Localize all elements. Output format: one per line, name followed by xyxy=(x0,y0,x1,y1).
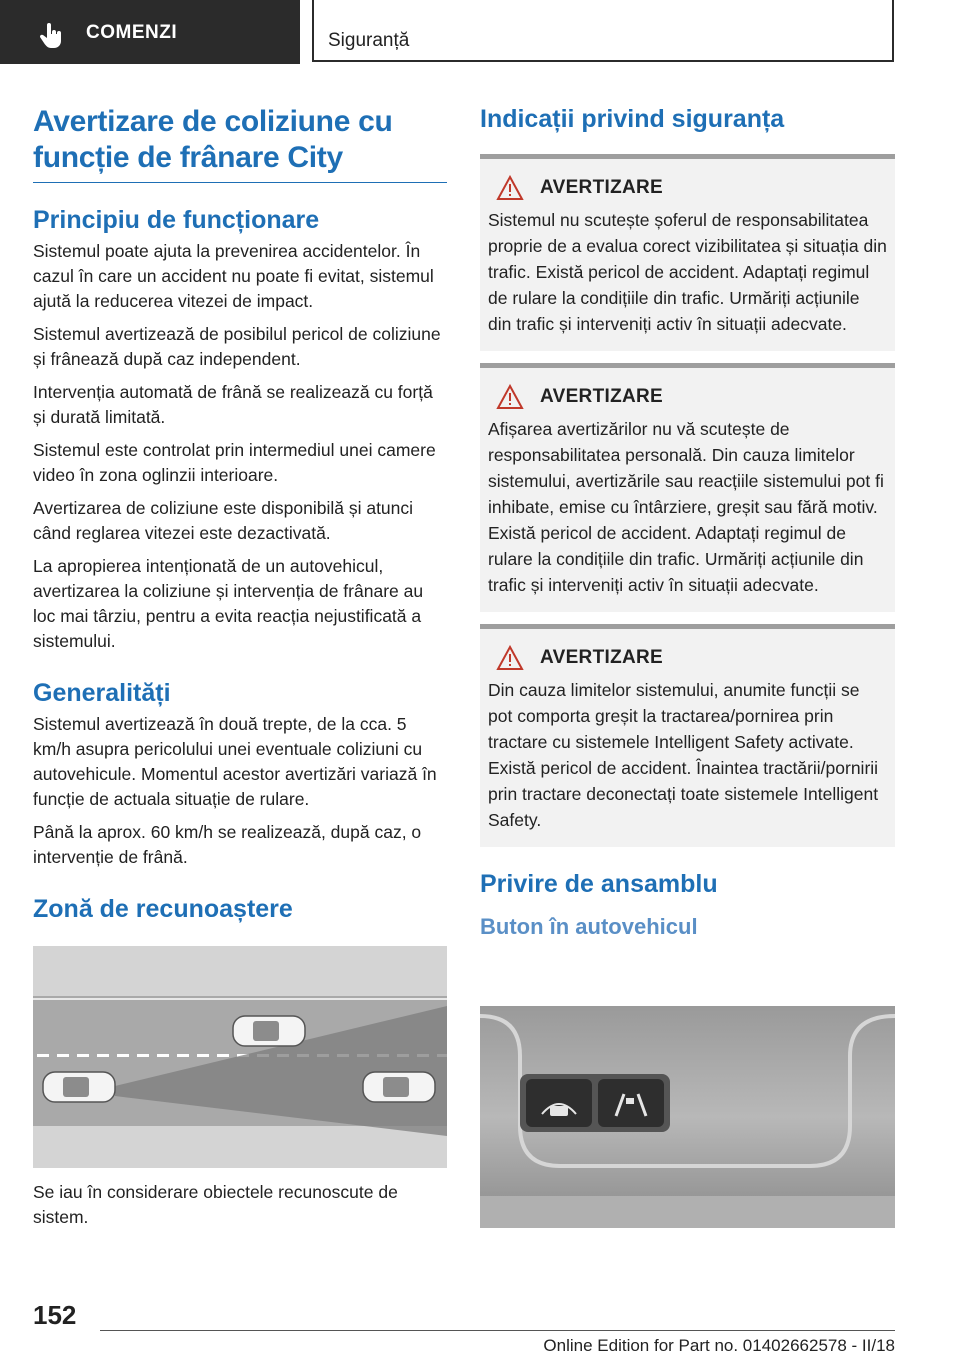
collision-warning-button-icon xyxy=(526,1079,592,1127)
principle-paragraph: La apropierea intenționată de un autovehicul, avertizarea la coliziune și intervenția de frânare au loc mai târziu, pentru a evita reacția nejustificată a sistemului. xyxy=(33,556,424,651)
general-paragraph: Sistemul avertizează în două trepte, de la cca. 5 km/h asupra pericolului unei eventuale coliziuni cu autovehicule. Momentul acestor avertizări variază în funcție de actuala situație de rulare. xyxy=(33,714,437,809)
warning-text: Din cauza limitelor sistemului, anumite funcții se pot comporta greșit la tractarea/pornirea prin tractare cu sistemele Intelligent Safety activate. Există pericol de accident. Înaintea tractării/pornirii prin tractare deconectați toate sistemele Intelligent Safety. xyxy=(488,680,879,830)
footer-divider xyxy=(100,1330,895,1331)
warning-triangle-icon xyxy=(496,384,524,410)
topic-label: Siguranță xyxy=(328,30,410,51)
warning-text: Sistemul nu scutește șoferul de responsabilitatea proprie de a evalua corect vizibilitatea și situația din trafic. Există pericol de accident. Adaptați regimul de rulare la condițiile din trafic. Urmăriți acțiunile din trafic și interveniți activ în situații adecvate. xyxy=(488,210,887,334)
principle-paragraph: Avertizarea de coliziune este disponibilă și atunci când reglarea vitezei este dezactivată. xyxy=(33,498,414,543)
warning-box xyxy=(480,154,895,351)
principle-paragraph: Sistemul este controlat prin intermediul unei camere video în zona oglinzii interioare. xyxy=(33,440,436,485)
general-paragraph: Până la aprox. 60 km/h se realizează, după caz, o intervenție de frână. xyxy=(33,822,422,867)
warning-box xyxy=(480,624,895,847)
chapter-tab xyxy=(0,0,300,64)
warning-text: Afișarea avertizărilor nu vă scutește de responsabilitatea personală. Din cauza limitelor sistemului, avertizările sau reacțiile sistemului pot fi inhibate, emise cu întârziere, greșit sau fără motiv. Există pericol de accident. Adaptați regimul de rulare la condițiile din trafic. Urmăriți acțiunile din trafic și interveniți activ în situații adecvate. xyxy=(488,419,884,595)
overview-heading: Privire de ansamblu xyxy=(480,870,718,898)
topic-tab xyxy=(312,0,894,62)
principle-paragraph: Sistemul avertizează de posibilul pericol de coliziune și frânează după caz independent. xyxy=(33,324,441,369)
button-heading: Buton în autovehicul xyxy=(480,914,698,939)
page-number: 152 xyxy=(33,1300,77,1330)
zone-caption: Se iau în considerare obiectele recunoscute de sistem. xyxy=(33,1182,398,1227)
page-title: Avertizare de coliziune cu funcție de frânare City xyxy=(33,104,447,183)
principle-paragraph: Sistemul poate ajuta la prevenirea accidentelor. În cazul în care un accident nu poate fi evitat, sistemul ajută la reducerea vitezei de impact. xyxy=(33,241,434,311)
chapter-label: COMENZI xyxy=(86,22,178,43)
detection-zone-illustration xyxy=(33,946,447,1168)
left-column xyxy=(33,104,447,928)
warning-box xyxy=(480,363,895,612)
lane-departure-button-icon xyxy=(598,1079,664,1127)
edition-note: Online Edition for Part no. 01402662578 - II/18 xyxy=(543,1336,895,1355)
warning-triangle-icon xyxy=(496,175,524,201)
right-column xyxy=(480,104,895,945)
safety-heading: Indicații privind siguranța xyxy=(480,105,785,133)
general-heading: Generalități xyxy=(33,679,171,707)
principle-heading: Principiu de funcționare xyxy=(33,206,320,234)
warning-title: AVERTIZARE xyxy=(540,647,663,668)
car-icon xyxy=(233,1016,305,1046)
warning-title: AVERTIZARE xyxy=(540,177,663,198)
hand-pointer-icon xyxy=(38,22,66,50)
principle-paragraph: Intervenția automată de frână se realizează cu forță și durată limitată. xyxy=(33,382,433,427)
car-icon xyxy=(363,1072,435,1102)
zone-heading: Zonă de recunoaștere xyxy=(33,895,293,923)
vehicle-button-photo xyxy=(480,1006,895,1228)
car-icon xyxy=(43,1072,115,1102)
warning-title: AVERTIZARE xyxy=(540,386,663,407)
warning-triangle-icon xyxy=(496,645,524,671)
